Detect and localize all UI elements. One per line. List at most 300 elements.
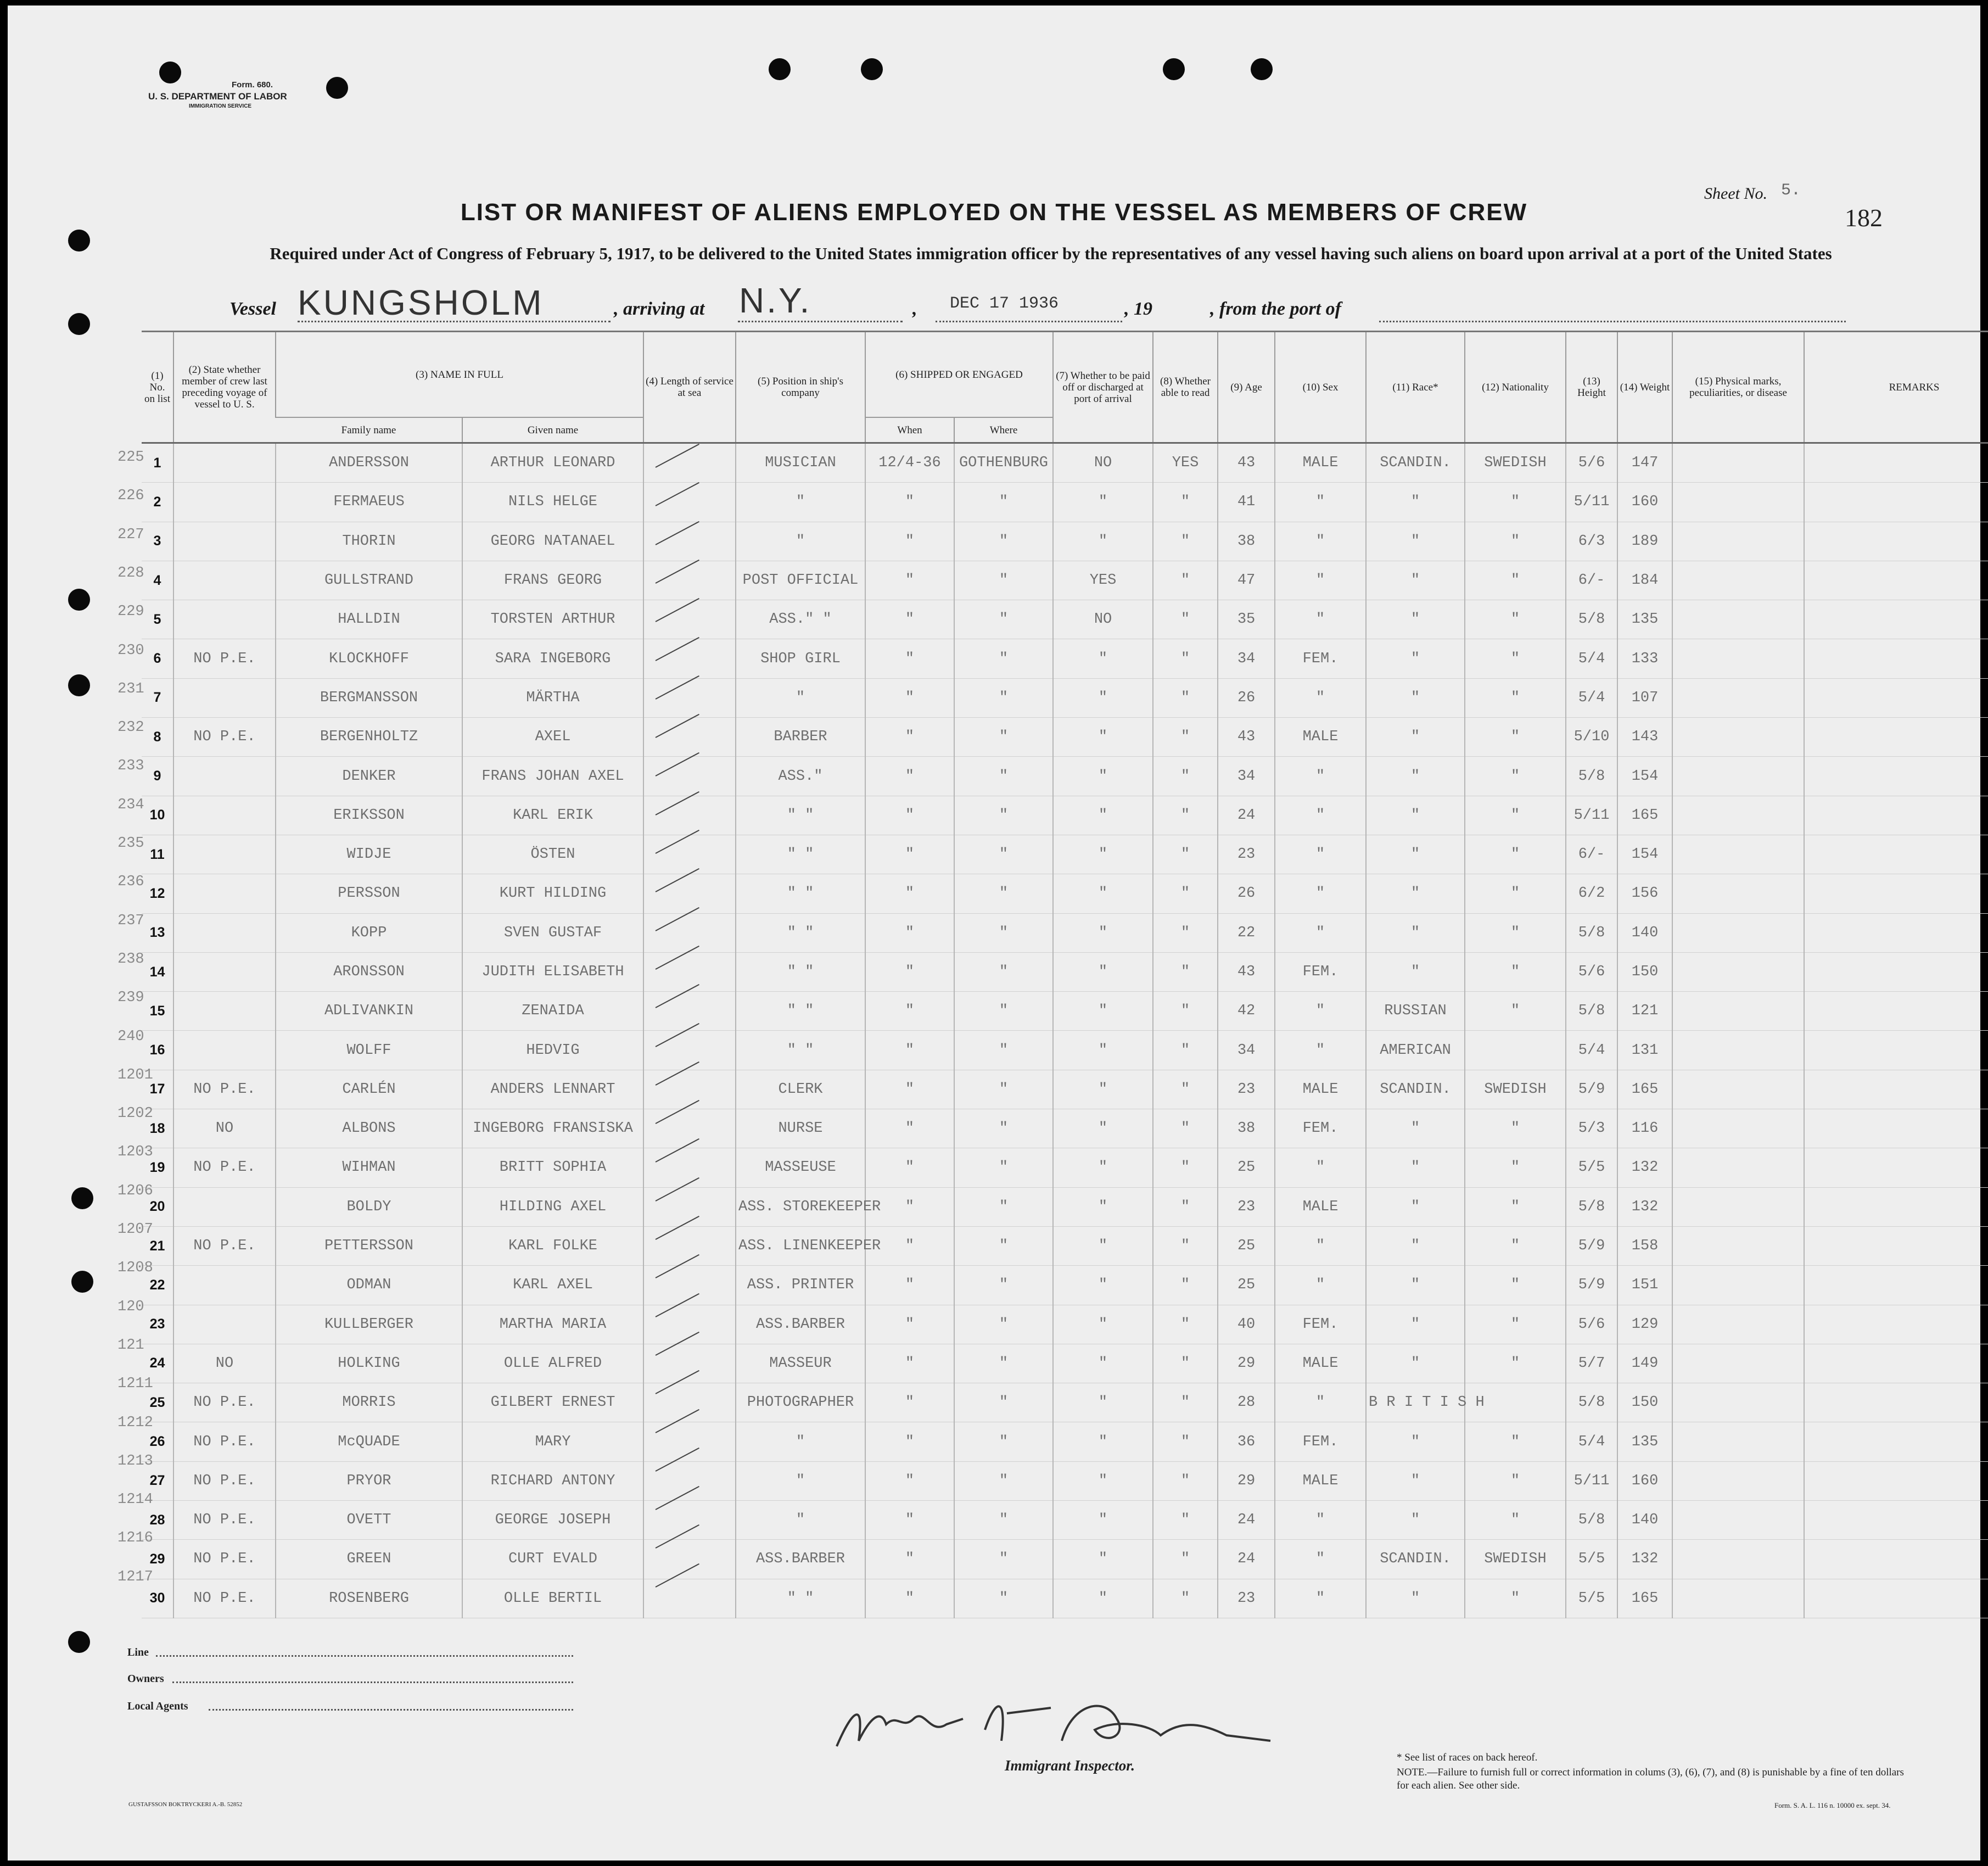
shipped-when-cell: " [865,718,954,757]
nationality-cell: " [1465,1422,1566,1461]
able-to-read-cell: " [1153,522,1218,561]
comma-separator: , [912,299,917,319]
physical-marks-cell [1672,835,1804,874]
sex-cell: MALE [1275,1344,1366,1383]
given-name-cell: BRITT SOPHIA [462,1148,643,1187]
col-header-no: (1) No. on list [144,370,170,405]
shipped-where-cell: " [954,1540,1053,1579]
height-cell: 5/8 [1566,1187,1617,1226]
punch-hole [68,1631,90,1653]
sex-cell: FEM. [1275,1109,1366,1148]
shipped-where-cell: " [954,639,1053,678]
nationality-cell: SWEDISH [1465,1070,1566,1109]
weight-cell: 147 [1617,443,1672,483]
position-cell: " " [736,796,865,835]
position-cell: ASS." [736,757,865,796]
race-cell: " [1366,1148,1465,1187]
shipped-where-cell: " [954,1148,1053,1187]
punch-hole [1251,58,1273,80]
row-number: 12 [142,874,173,913]
able-to-read-cell: " [1153,1422,1218,1461]
able-to-read-cell: " [1153,1501,1218,1540]
col-header-weight: (14) Weight [1617,332,1672,443]
family-name-cell: CARLÉN [276,1070,462,1109]
row-prefix-number: 228 [117,565,144,582]
row-prefix-number: 226 [117,488,144,505]
given-name-cell: FRANS GEORG [462,561,643,600]
col-header-race: (11) Race* [1366,332,1465,443]
table-row [142,561,1988,600]
sex-cell: " [1275,796,1366,835]
given-name-cell: INGEBORG FRANSISKA [462,1109,643,1148]
family-name-cell: PRYOR [276,1461,462,1500]
punch-hole [71,1187,93,1209]
shipped-where-cell: " [954,1383,1053,1422]
remarks-cell [1804,1461,1988,1500]
height-cell: 5/11 [1566,483,1617,522]
age-cell: 40 [1218,1305,1275,1344]
age-cell: 43 [1218,718,1275,757]
family-name-cell: ARONSSON [276,952,462,991]
service-length-cell [643,952,736,991]
row-prefix-number: 1214 [117,1491,153,1509]
sex-cell: " [1275,600,1366,639]
able-to-read-cell: " [1153,1344,1218,1383]
remarks-cell [1804,1501,1988,1540]
family-name-cell: KULLBERGER [276,1305,462,1344]
family-name-cell: PERSSON [276,874,462,913]
sex-cell: FEM. [1275,952,1366,991]
crew-manifest-table [142,331,1988,1618]
row-prefix-number: 235 [117,835,144,852]
row-prefix-number: 231 [117,680,144,697]
row-prefix-number: 1203 [117,1144,153,1161]
height-cell: 5/8 [1566,1383,1617,1422]
nationality-cell: " [1465,874,1566,913]
family-name-cell: WOLFF [276,1031,462,1070]
col-header-height: (13) Height [1566,332,1617,443]
given-name-cell: HILDING AXEL [462,1187,643,1226]
paid-off-cell: " [1053,522,1153,561]
weight-cell: 116 [1617,1109,1672,1148]
paid-off-cell: YES [1053,561,1153,600]
position-cell: " " [736,1579,865,1618]
remarks-cell [1804,1148,1988,1187]
shipped-when-cell: " [865,522,954,561]
given-name-cell: JUDITH ELISABETH [462,952,643,991]
given-name-cell: KARL FOLKE [462,1226,643,1265]
remarks-cell [1804,1344,1988,1383]
sex-cell: " [1275,1579,1366,1618]
shipped-when-cell: " [865,561,954,600]
given-name-cell: ZENAIDA [462,992,643,1031]
height-cell: 6/- [1566,835,1617,874]
weight-cell: 165 [1617,1579,1672,1618]
row-prefix-number: 240 [117,1028,144,1045]
position-cell: PHOTOGRAPHER [736,1383,865,1422]
from-port-underline [1379,321,1846,322]
physical-marks-cell [1672,1344,1804,1383]
penalty-note: NOTE.—Failure to furnish full or correct information in colums (3), (6), (7), and (8) is punishable by a fine of ten dollars for each alien. See other side. [1397,1767,1904,1791]
row-prefix-number: 233 [117,758,144,775]
age-cell: 25 [1218,1226,1275,1265]
remarks-cell [1804,1266,1988,1305]
nationality-cell: " [1465,1305,1566,1344]
row-number: 30 [142,1579,173,1618]
age-cell: 29 [1218,1461,1275,1500]
remarks-cell [1804,483,1988,522]
given-name-cell: AXEL [462,718,643,757]
age-cell: 34 [1218,1031,1275,1070]
physical-marks-cell [1672,561,1804,600]
age-cell: 47 [1218,561,1275,600]
row-number: 28 [142,1501,173,1540]
able-to-read-cell: " [1153,1187,1218,1226]
shipped-where-cell: " [954,1579,1053,1618]
shipped-where-cell: " [954,1422,1053,1461]
sex-cell: " [1275,913,1366,952]
race-cell: " [1366,1422,1465,1461]
nationality-cell: " [1465,718,1566,757]
able-to-read-cell: " [1153,1461,1218,1500]
previous-voyage-cell: NO P.E. [173,639,276,678]
age-cell: 42 [1218,992,1275,1031]
able-to-read-cell: " [1153,483,1218,522]
form-footer: Form. S. A. L. 116 n. 10000 ex. sept. 34. [1774,1801,1891,1809]
service-length-cell [643,796,736,835]
family-name-cell: KOPP [276,913,462,952]
race-cell: RUSSIAN [1366,992,1465,1031]
sex-cell: FEM. [1275,1305,1366,1344]
height-cell: 5/3 [1566,1109,1617,1148]
previous-voyage-cell: NO P.E. [173,1540,276,1579]
arriving-label: , arriving at [614,299,705,319]
race-cell: SCANDIN. [1366,443,1465,483]
nationality-cell: " [1465,992,1566,1031]
able-to-read-cell: " [1153,835,1218,874]
sex-cell: " [1275,1226,1366,1265]
able-to-read-cell: " [1153,561,1218,600]
service: IMMIGRATION SERVICE [189,103,252,109]
physical-marks-cell [1672,639,1804,678]
race-cell: " [1366,1187,1465,1226]
owners-label: Owners [127,1673,164,1685]
previous-voyage-cell [173,678,276,717]
service-length-cell [643,1344,736,1383]
age-cell: 22 [1218,913,1275,952]
row-number: 20 [142,1187,173,1226]
previous-voyage-cell: NO [173,1109,276,1148]
able-to-read-cell: " [1153,952,1218,991]
table-row [142,600,1988,639]
able-to-read-cell: " [1153,678,1218,717]
given-name-cell: SVEN GUSTAF [462,913,643,952]
physical-marks-cell [1672,1422,1804,1461]
row-prefix-number: 1208 [117,1260,153,1277]
race-cell: " [1366,483,1465,522]
service-length-cell [643,522,736,561]
remarks-cell [1804,1579,1988,1618]
sex-cell: " [1275,1383,1366,1422]
nationality-cell: " [1465,600,1566,639]
row-prefix-number: 1206 [117,1182,153,1199]
punch-hole [769,58,791,80]
sex-cell: FEM. [1275,1422,1366,1461]
row-number: 11 [142,835,173,874]
height-cell: 5/5 [1566,1540,1617,1579]
weight-cell: 140 [1617,1501,1672,1540]
position-cell: POST OFFICIAL [736,561,865,600]
paid-off-cell: " [1053,874,1153,913]
weight-cell: 133 [1617,639,1672,678]
able-to-read-cell: " [1153,1109,1218,1148]
family-name-cell: BERGMANSSON [276,678,462,717]
able-to-read-cell: " [1153,796,1218,835]
able-to-read-cell: " [1153,1266,1218,1305]
shipped-where-cell: " [954,796,1053,835]
previous-voyage-cell [173,443,276,483]
physical-marks-cell [1672,600,1804,639]
height-cell: 5/8 [1566,992,1617,1031]
col-header-position: (5) Position in ship's company [736,332,865,443]
row-prefix-number: 1212 [117,1414,153,1431]
height-cell: 5/6 [1566,1305,1617,1344]
shipped-when-cell: " [865,874,954,913]
position-cell: " " [736,913,865,952]
previous-voyage-cell: NO P.E. [173,718,276,757]
previous-voyage-cell [173,992,276,1031]
sex-cell: " [1275,678,1366,717]
age-cell: 24 [1218,796,1275,835]
family-name-cell: HALLDIN [276,600,462,639]
previous-voyage-cell [173,483,276,522]
shipped-where-cell: " [954,1187,1053,1226]
weight-cell: 129 [1617,1305,1672,1344]
row-number: 15 [142,992,173,1031]
physical-marks-cell [1672,1305,1804,1344]
given-name-cell: RICHARD ANTONY [462,1461,643,1500]
family-name-cell: ODMAN [276,1266,462,1305]
shipped-when-cell: " [865,1501,954,1540]
service-length-cell [643,1031,736,1070]
shipped-where-cell: " [954,600,1053,639]
col-header-nationality: (12) Nationality [1465,332,1566,443]
table-row [142,1266,1988,1305]
col-header-service-length: (4) Length of service at sea [643,332,736,443]
position-cell: ASS.BARBER [736,1305,865,1344]
col-header-paid-off: (7) Whether to be paid off or discharged at port of arrival [1053,332,1153,443]
service-length-cell [643,992,736,1031]
age-cell: 34 [1218,639,1275,678]
given-name-cell: CURT EVALD [462,1540,643,1579]
shipped-where-cell: " [954,1305,1053,1344]
physical-marks-cell [1672,1070,1804,1109]
paid-off-cell: " [1053,1501,1153,1540]
race-cell: " [1366,1501,1465,1540]
row-prefix-number: 1217 [117,1568,153,1585]
nationality-cell: " [1465,1148,1566,1187]
age-cell: 26 [1218,678,1275,717]
shipped-when-cell: " [865,483,954,522]
age-cell: 23 [1218,1187,1275,1226]
shipped-where-cell: " [954,1344,1053,1383]
remarks-cell [1804,992,1988,1031]
family-name-cell: DENKER [276,757,462,796]
previous-voyage-cell: NO P.E. [173,1148,276,1187]
table-row [142,1461,1988,1500]
punch-hole [71,1271,93,1293]
remarks-cell [1804,1305,1988,1344]
nationality-cell: " [1465,561,1566,600]
page-number: 182 [1845,204,1883,232]
service-length-cell [643,835,736,874]
position-cell: " " [736,1031,865,1070]
shipped-where-cell: " [954,1109,1053,1148]
punch-hole [68,589,90,611]
remarks-cell [1804,913,1988,952]
physical-marks-cell [1672,796,1804,835]
table-row [142,992,1988,1031]
shipped-where-cell: " [954,874,1053,913]
paid-off-cell: NO [1053,443,1153,483]
service-length-cell [643,1422,736,1461]
previous-voyage-cell: NO P.E. [173,1501,276,1540]
height-cell: 5/6 [1566,952,1617,991]
weight-cell: 154 [1617,757,1672,796]
physical-marks-cell [1672,678,1804,717]
physical-marks-cell [1672,992,1804,1031]
table-row [142,1579,1988,1618]
table-row [142,1226,1988,1265]
service-length-cell [643,1109,736,1148]
service-length-cell [643,913,736,952]
family-name-cell: WIDJE [276,835,462,874]
races-note: * See list of races on back hereof. [1397,1752,1538,1763]
position-cell: MASSEUSE [736,1148,865,1187]
race-cell: SCANDIN. [1366,1540,1465,1579]
nationality-cell: " [1465,1501,1566,1540]
table-row [142,1187,1988,1226]
given-name-cell: MARTHA MARIA [462,1305,643,1344]
row-number: 5 [142,600,173,639]
previous-voyage-cell [173,835,276,874]
sex-cell: " [1275,835,1366,874]
race-cell: AMERICAN [1366,1031,1465,1070]
height-cell: 5/5 [1566,1579,1617,1618]
height-cell: 6/2 [1566,874,1617,913]
shipped-when-cell: " [865,1109,954,1148]
row-number: 29 [142,1540,173,1579]
remarks-cell [1804,522,1988,561]
family-name-cell: ROSENBERG [276,1579,462,1618]
given-name-cell: GEORGE JOSEPH [462,1501,643,1540]
row-number: 2 [142,483,173,522]
race-cell: " [1366,1344,1465,1383]
remarks-cell [1804,718,1988,757]
arriving-underline [738,321,903,322]
race-cell: " [1366,1109,1465,1148]
previous-voyage-cell [173,1266,276,1305]
nationality-cell: " [1465,1187,1566,1226]
row-prefix-number: 237 [117,912,144,929]
position-cell: " [736,1461,865,1500]
position-cell: " " [736,952,865,991]
nationality-cell: " [1465,1109,1566,1148]
punch-hole [68,230,90,252]
shipped-when-cell: " [865,678,954,717]
page-subtitle: Required under Act of Congress of February 5, 1917, to be delivered to the United States immigration officer by the representatives of any vessel having such aliens on board upon arrival at a port of the United States [270,244,1832,263]
sex-cell: " [1275,992,1366,1031]
row-prefix-number: 236 [117,874,144,891]
shipped-when-cell: " [865,600,954,639]
weight-cell: 150 [1617,952,1672,991]
race-cell: " [1366,757,1465,796]
row-prefix-number: 239 [117,990,144,1007]
position-cell: BARBER [736,718,865,757]
col-header-shipped: (6) SHIPPED OR ENGAGED [865,332,1053,418]
paid-off-cell: " [1053,1579,1153,1618]
weight-cell: 132 [1617,1540,1672,1579]
service-length-cell [643,1501,736,1540]
previous-voyage-cell [173,913,276,952]
shipped-when-cell: " [865,952,954,991]
given-name-cell: ARTHUR LEONARD [462,443,643,483]
race-cell: " [1366,639,1465,678]
remarks-cell [1804,874,1988,913]
shipped-when-cell: " [865,1461,954,1500]
weight-cell: 143 [1617,718,1672,757]
shipped-where-cell: " [954,561,1053,600]
able-to-read-cell: " [1153,1031,1218,1070]
given-name-cell: MÄRTHA [462,678,643,717]
weight-cell: 156 [1617,874,1672,913]
previous-voyage-cell: NO P.E. [173,1226,276,1265]
remarks-cell [1804,1422,1988,1461]
nationality-cell: " [1465,757,1566,796]
age-cell: 43 [1218,443,1275,483]
physical-marks-cell [1672,1226,1804,1265]
nationality-cell: " [1465,639,1566,678]
row-number: 19 [142,1148,173,1187]
row-number: 7 [142,678,173,717]
height-cell: 5/8 [1566,600,1617,639]
age-cell: 38 [1218,1109,1275,1148]
physical-marks-cell [1672,1031,1804,1070]
able-to-read-cell: " [1153,600,1218,639]
table-row [142,1344,1988,1383]
form-number: Form. 680. [232,80,273,90]
shipped-where-cell: " [954,1266,1053,1305]
table-row [142,678,1988,717]
remarks-cell [1804,1226,1988,1265]
family-name-cell: OVETT [276,1501,462,1540]
manifest-sheet [8,5,1980,1861]
paid-off-cell: " [1053,1422,1153,1461]
punch-hole [68,313,90,335]
table-row [142,796,1988,835]
previous-voyage-cell: NO P.E. [173,1461,276,1500]
shipped-where-cell: " [954,483,1053,522]
punch-hole [861,58,883,80]
age-cell: 36 [1218,1422,1275,1461]
shipped-where-cell: " [954,757,1053,796]
race-cell: " [1366,835,1465,874]
shipped-where-cell: " [954,913,1053,952]
remarks-cell [1804,796,1988,835]
shipped-when-cell: " [865,796,954,835]
family-name-cell: THORIN [276,522,462,561]
remarks-cell [1804,835,1988,874]
